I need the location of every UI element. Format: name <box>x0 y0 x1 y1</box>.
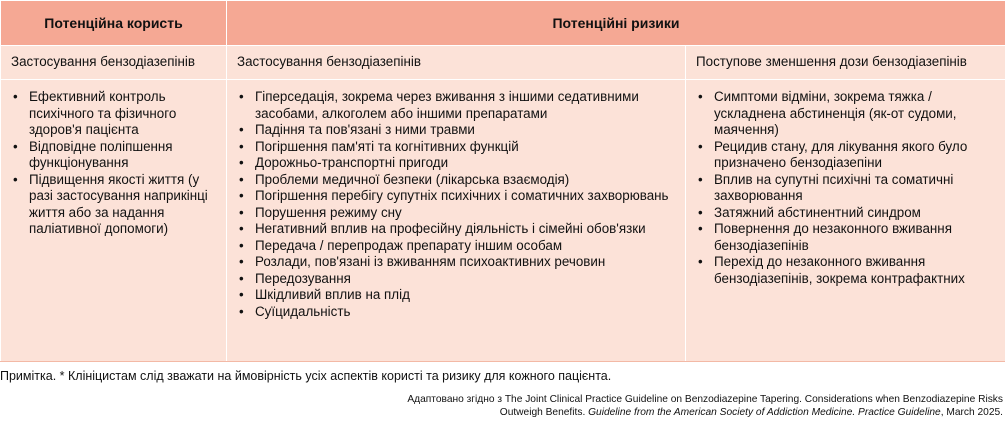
risks-use-cell <box>227 80 686 362</box>
risks-use-list <box>237 89 681 320</box>
list-item: • Рецидив стану, для лікування якого було призначено бензодіазепіни <box>696 139 1001 172</box>
risks-header: Потенційні ризики <box>227 1 1005 46</box>
source-line-2-plain: Outweigh Benefits. <box>499 407 589 418</box>
source-citation <box>303 393 1003 419</box>
list-item: • Вплив на супутні психічні та соматичні захворювання <box>696 172 1001 205</box>
list-item: • Підвищення якості життя (у разі застосування наприкінці життя або за надання паліативної допомоги) <box>11 172 222 238</box>
list-item: • Дорожньо-транспортні пригоди <box>237 155 681 172</box>
list-item: • Симптоми відміни, зокрема тяжка / ускладнена абстиненція (як-от судоми, маячення) <box>696 89 1001 139</box>
subheader-benefits-use: Застосування бензодіазепінів <box>1 46 227 80</box>
table-subheader-row <box>1 46 1005 80</box>
list-item: • Перехід до незаконного вживання бензодіазепінів, зокрема контрафактних <box>696 254 1001 287</box>
table-note: Примітка. * Клініцистам слід зважати на ймовірність усіх аспектів користі та ризику для кожного пацієнта. <box>0 369 612 383</box>
list-item: • Проблеми медичної безпеки (лікарська взаємодія) <box>237 172 681 189</box>
risks-taper-cell <box>686 80 1005 362</box>
source-line-2-end: , March 2025. <box>940 407 1003 418</box>
list-item: • Затяжний абстинентний синдром <box>696 205 1001 222</box>
source-line-1: Адаптовано згідно з The Joint Clinical Practice Guideline on Benzodiazepine Tapering. Considerations when Benzodiazepine Risks <box>407 394 1003 405</box>
benefits-header: Потенційна користь <box>1 1 227 46</box>
list-item: • Падіння та пов'язані з ними травми <box>237 122 681 139</box>
list-item: • Розлади, пов'язані із вживанням психоактивних речовин <box>237 254 681 271</box>
list-item: • Погіршення пам'яті та когнітивних функцій <box>237 139 681 156</box>
source-line-2 <box>303 406 1003 419</box>
list-item: • Негативний вплив на професійну діяльність і сімейні обов'язки <box>237 221 681 238</box>
list-item: • Погіршення перебігу супутніх психічних і соматичних захворювань <box>237 188 681 205</box>
list-item: • Ефективний контроль психічного та фізичного здоров'я пацієнта <box>11 89 222 139</box>
table-body-row <box>1 80 1005 362</box>
table-header-row <box>1 1 1005 46</box>
list-item: • Порушення режиму сну <box>237 205 681 222</box>
source-line-2-italic: Guideline from the American Society of Addiction Medicine. Practice Guideline <box>588 407 941 418</box>
list-item: • Відповідне поліпшення функціонування <box>11 139 222 172</box>
list-item: • Передозування <box>237 271 681 288</box>
list-item: • Передача / перепродаж препарату іншим особам <box>237 238 681 255</box>
list-item: • Повернення до незаконного вживання бензодіазепінів <box>696 221 1001 254</box>
subheader-risks-taper: Поступове зменшення дози бензодіазепінів <box>686 46 1005 80</box>
benefits-list <box>11 89 222 238</box>
risks-taper-list <box>696 89 1001 287</box>
list-item: • Суїцидальність <box>237 304 681 321</box>
subheader-risks-use: Застосування бензодіазепінів <box>227 46 686 80</box>
benefits-cell <box>1 80 227 362</box>
list-item: • Гіперседація, зокрема через вживання з іншими седативними засобами, алкоголем або іншими препаратами <box>237 89 681 122</box>
list-item: • Шкідливий вплив на плід <box>237 287 681 304</box>
